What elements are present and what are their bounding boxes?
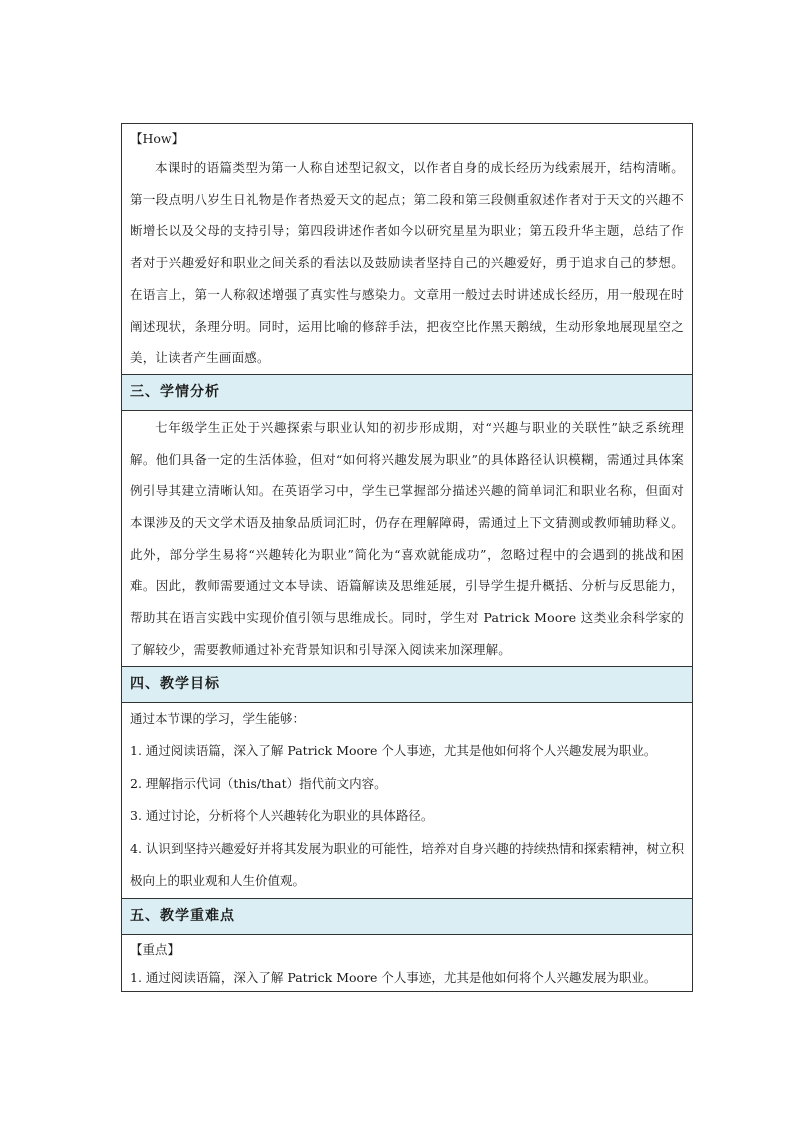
lesson-plan-table: [121, 123, 693, 992]
section5-title: 五、教学重难点: [130, 907, 235, 924]
how-label: 【How】: [130, 131, 185, 146]
key-point-item: 1. 通过阅读语篇，深入了解 Patrick Moore 个人事迹，尤其是他如何将个人兴趣发展为职业。: [130, 969, 657, 985]
section3-cell: [122, 410, 693, 666]
objective-item: 3. 通过讨论，分析将个人兴趣转化为职业的具体路径。: [130, 808, 434, 824]
section5-cell: [122, 934, 693, 991]
section4-cell: [122, 702, 693, 898]
how-paragraph: 本课时的语篇类型为第一人称自述型记叙文，以作者自身的成长经历为线索展开，结构清晰。第一段点明八岁生日礼物是作者热爱天文的起点；第二段和第三段侧重叙述作者对于天文的兴趣不断增长以及父母的支持引导；第四段讲述作者如今以研究星星为职业；第五段升华主题，总结了作者对于兴趣爱好和职业之间关系的看法以及鼓励读者坚持自己的兴趣爱好，勇于追求自己的梦想。在语言上，第一人称叙述增强了真实性与感染力。文章用一般过去时讲述成长经历，用一般现在时阐述现状，条理分明。同时，运用比喻的修辞手法，把夜空比作黑天鹅绒，生动形象地展现星空之美，让读者产生画面感。: [130, 160, 684, 366]
section3-title: 三、学情分析: [130, 383, 220, 400]
section3-header: [122, 374, 693, 410]
section5-header: [122, 898, 693, 934]
how-cell: [122, 124, 693, 375]
key-points-label: 【重点】: [130, 941, 181, 957]
section4-intro: 通过本节课的学习，学生能够：: [130, 710, 306, 726]
objective-item: 2. 理解指示代词（this/that）指代前文内容。: [130, 775, 387, 791]
section3-paragraph: 七年级学生正处于兴趣探索与职业认知的初步形成期，对“兴趣与职业的关联性”缺乏系统理解。他们具备一定的生活体验，但对“如何将兴趣发展为职业”的具体路径认识模糊，需通过具体案例引导其建立清晰认知。在英语学习中，学生已掌握部分描述兴趣的简单词汇和职业名称，但面对本课涉及的天文学术语及抽象品质词汇时，仍存在理解障碍，需通过上下文猜测或教师辅助释义。此外，部分学生易将“兴趣转化为职业”简化为“喜欢就能成功”，忽略过程中的会遇到的挑战和困难。因此，教师需要通过文本导读、语篇解读及思维延展，引导学生提升概括、分析与反思能力，帮助其在语言实践中实现价值引领与思维成长。同时，学生对 Patrick Moore 这类业余科学家的了解较少，需要教师通过补充背景知识和引导深入阅读来加深理解。: [130, 419, 684, 657]
objective-item: 1. 通过阅读语篇，深入了解 Patrick Moore 个人事迹，尤其是他如何将个人兴趣发展为职业。: [130, 743, 657, 759]
section4-title: 四、教学目标: [130, 675, 220, 692]
section4-header: [122, 666, 693, 702]
objective-item: 4. 认识到坚持兴趣爱好并将其发展为职业的可能性，培养对自身兴趣的持续热情和探索精神，树立积极向上的职业观和人生价值观。: [130, 840, 684, 889]
